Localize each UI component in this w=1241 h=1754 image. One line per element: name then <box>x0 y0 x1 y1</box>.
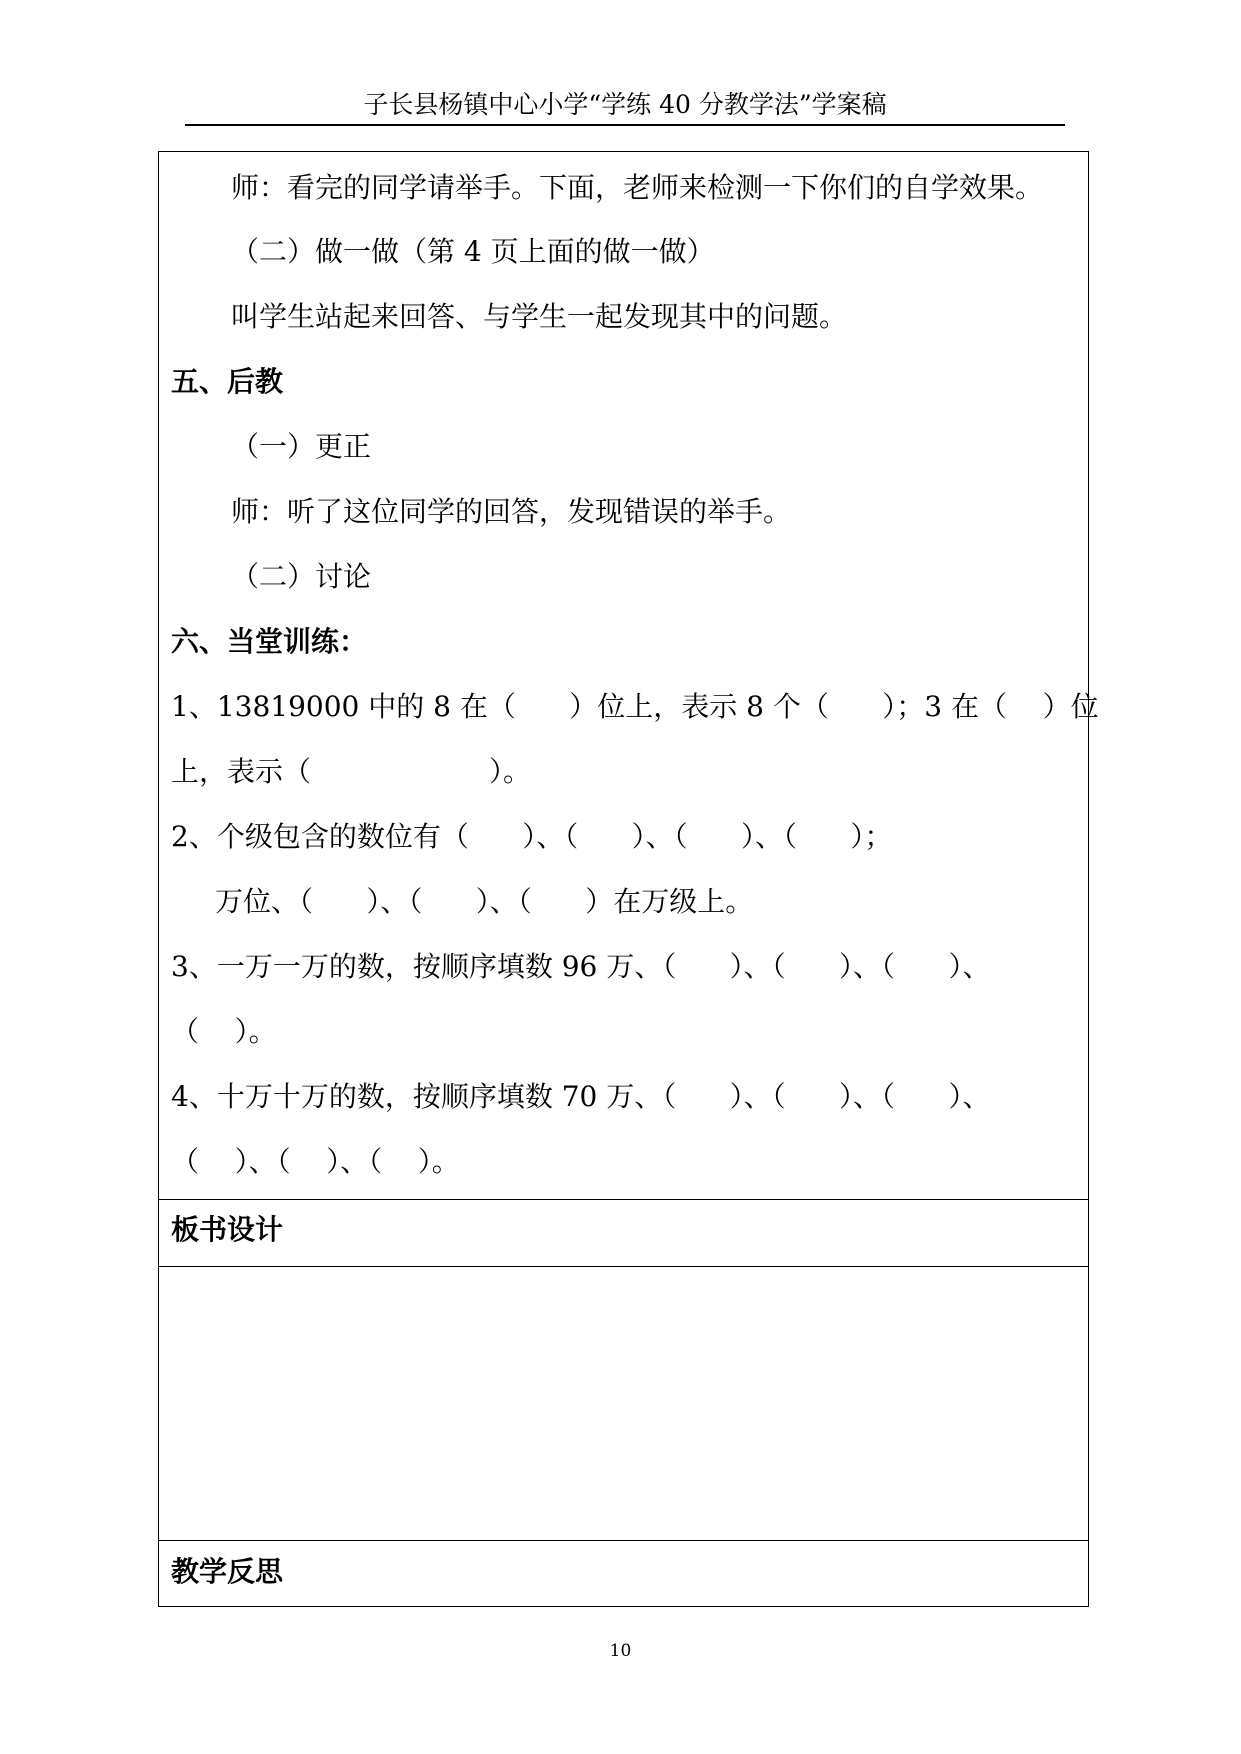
text-line: （二）做一做（第 4 页上面的做一做） <box>231 235 715 268</box>
exercise-4-line-2: （ ）、（ ）、（ ）。 <box>171 1145 460 1178</box>
row-divider <box>159 1540 1088 1541</box>
reflection-heading: 教学反思 <box>171 1555 284 1588</box>
board-design-heading: 板书设计 <box>171 1213 284 1246</box>
exercise-3-line-1: 3、一万一万的数，按顺序填数 96 万、（ ）、（ ）、（ ）、 <box>171 950 991 983</box>
text-line: 师：看完的同学请举手。下面，老师来检测一下你们的自学效果。 <box>231 171 1044 204</box>
exercise-1-line-2: 上，表示（ ）。 <box>171 755 532 788</box>
text-line: 叫学生站起来回答、与学生一起发现其中的问题。 <box>231 300 848 333</box>
text-line: 师：听了这位同学的回答，发现错误的举手。 <box>231 495 792 528</box>
lesson-table <box>158 151 1099 1607</box>
page-number: 10 <box>609 1641 632 1661</box>
page-header-title: 子长县杨镇中心小学“学练 40 分教学法”学案稿 <box>185 88 1065 126</box>
exercise-3-line-2: （ ）。 <box>171 1015 277 1048</box>
exercise-2-line-1: 2、个级包含的数位有（ ）、（ ）、（ ）、（ ）； <box>171 820 893 853</box>
text-line: （二）讨论 <box>231 560 372 593</box>
exercise-2-line-2: 万位、（ ）、（ ）、（ ）在万级上。 <box>215 885 754 918</box>
section-heading-5: 五、后教 <box>171 365 284 398</box>
section-heading-6: 六、当堂训练： <box>171 625 368 658</box>
exercise-1-line-1: 1、13819000 中的 8 在（ ）位上，表示 8 个（ ）；3 在（ ）位 <box>171 690 1099 723</box>
row-divider <box>159 1266 1088 1267</box>
text-line: （一）更正 <box>231 430 372 463</box>
exercise-4-line-1: 4、十万十万的数，按顺序填数 70 万、（ ）、（ ）、（ ）、 <box>171 1080 991 1113</box>
row-divider <box>159 1199 1088 1200</box>
